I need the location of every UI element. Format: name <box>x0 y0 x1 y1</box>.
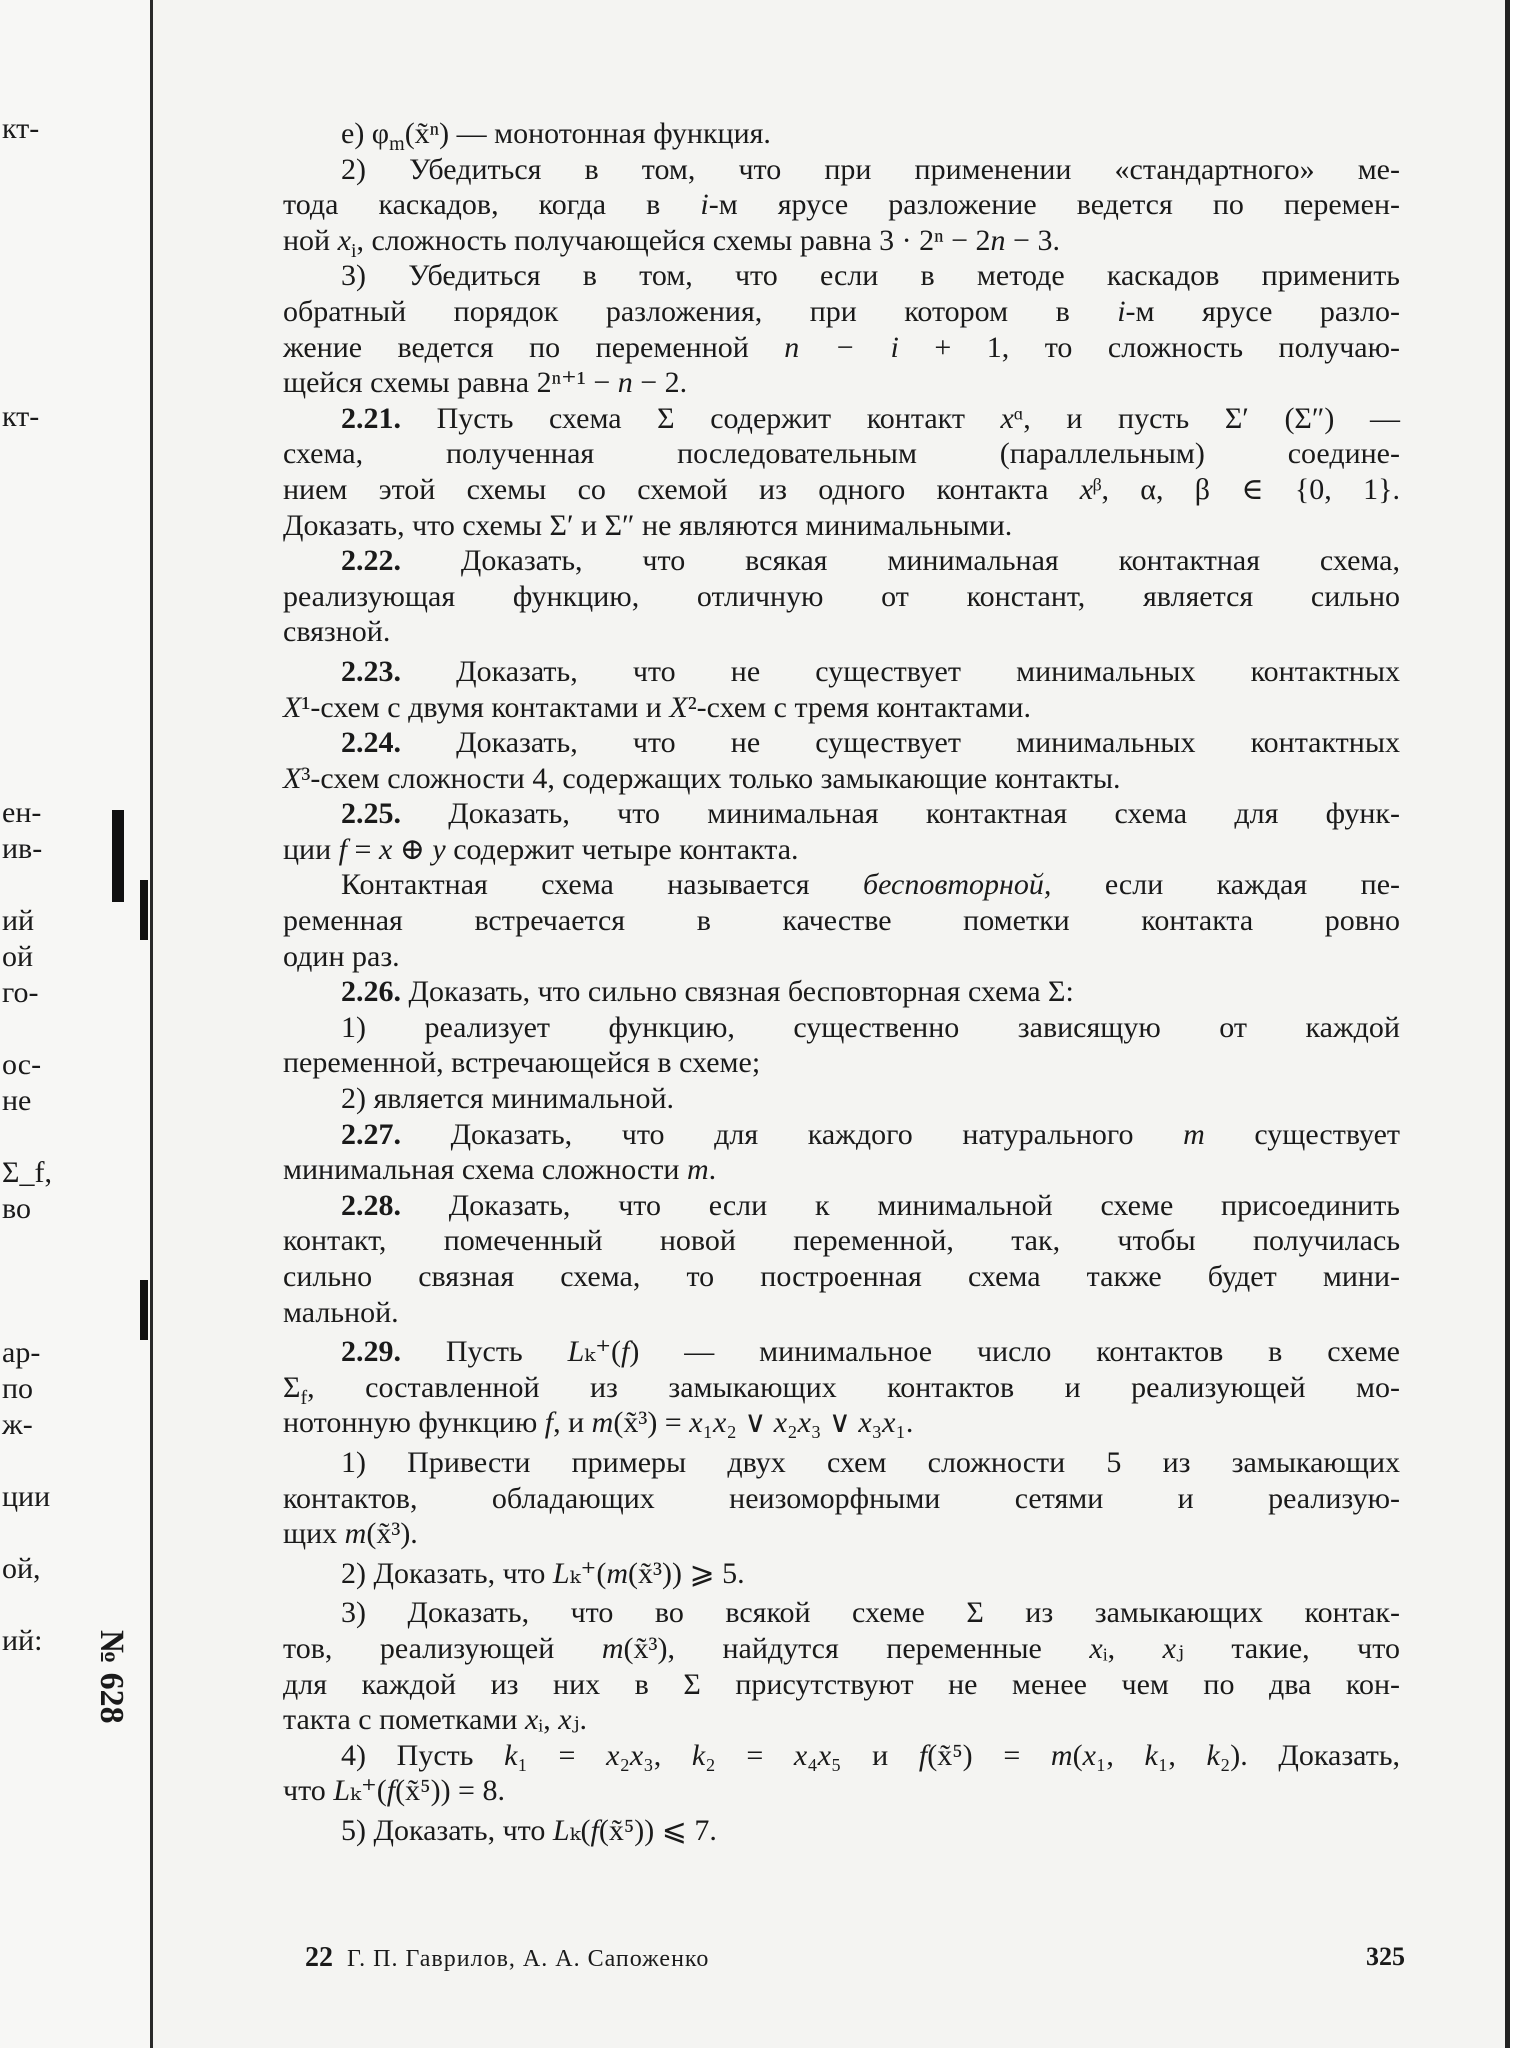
text-segment: переменной, встречающейся в схеме; <box>283 1046 761 1080</box>
text-line <box>283 508 1400 544</box>
text-segment: ᵢ, <box>538 1703 559 1737</box>
text-segment: что <box>283 1774 334 1808</box>
text-segment: ₖ⁺( <box>584 1335 622 1369</box>
text-segment: Доказать, что минимальная контактная схема для функ- <box>401 797 1400 831</box>
text-segment: m <box>591 1406 614 1440</box>
text-segment: f <box>621 1335 630 1369</box>
text-line <box>283 1595 1400 1631</box>
text-line <box>283 294 1400 330</box>
problem-number: 2.21. <box>341 401 401 435</box>
text-segment: ₅ и <box>831 1738 919 1772</box>
text-segment: x <box>1089 1631 1103 1665</box>
spine-mark: № 628 <box>93 1630 130 1724</box>
text-segment: x <box>524 1703 539 1737</box>
left-page-fragment: ос- <box>2 1048 42 1081</box>
text-segment: (x̃⁵)) ⩽ 7. <box>598 1813 717 1847</box>
text-segment: − 3. <box>1005 223 1060 257</box>
left-page-fragment: ив- <box>2 832 43 865</box>
problem-number: 2.25. <box>341 797 401 831</box>
text-line <box>283 725 1400 761</box>
text-line <box>283 543 1400 579</box>
text-segment: i <box>700 188 709 222</box>
text-segment: схема, полученная последовательным (параллельным) соедине- <box>283 437 1400 471</box>
text-line <box>283 1516 1400 1552</box>
text-line <box>283 1738 1400 1774</box>
text-segment: один раз. <box>283 939 400 973</box>
text-segment: нием этой схемы со схемой из одного контакта <box>283 472 1080 506</box>
text-segment: ₖ( <box>569 1813 591 1847</box>
text-line <box>283 1702 1400 1738</box>
left-page-fragment: ции <box>2 1480 51 1513</box>
text-segment: f <box>544 1406 554 1440</box>
text-line <box>283 832 1400 868</box>
left-page-fragment: ий: <box>2 1624 43 1657</box>
text-segment: связной. <box>283 615 391 649</box>
text-line <box>283 614 1400 650</box>
text-segment: ₖ⁺( <box>569 1556 607 1590</box>
text-segment: x <box>1082 1738 1096 1772</box>
left-page-fragment: ен- <box>2 796 42 829</box>
text-segment: ⱼ такие, что <box>1175 1631 1400 1665</box>
text-line <box>283 654 1400 690</box>
text-segment: ной <box>283 223 338 257</box>
text-line <box>283 187 1400 223</box>
text-segment: , составленной из замыкающих контактов и реализующей мо- <box>307 1370 1400 1404</box>
text-segment: x <box>689 1406 703 1440</box>
text-segment: y <box>432 832 446 866</box>
text-segment: , сложность получающейся схемы равна 3 · 2ⁿ − 2 <box>356 223 991 257</box>
text-line <box>283 258 1400 294</box>
text-segment: X <box>669 690 688 724</box>
text-segment: тода каскадов, когда в <box>283 188 701 222</box>
text-segment: ⊕ <box>392 832 433 866</box>
text-segment: жение ведется по переменной <box>283 330 785 364</box>
text-segment: Доказать, что всякая минимальная контактная схема, <box>401 544 1400 578</box>
text-line <box>283 1334 1400 1370</box>
text-segment: X <box>283 690 302 724</box>
text-line <box>283 1481 1400 1517</box>
text-segment: Доказать, что для каждого натурального <box>401 1117 1184 1151</box>
text-segment: 4) Пусть <box>341 1738 505 1772</box>
text-line <box>283 1445 1400 1481</box>
text-segment: (x̃³)) ⩾ 5. <box>628 1556 745 1590</box>
text-segment: сильно связная схема, то построенная схема также будет мини- <box>283 1260 1400 1293</box>
text-line <box>283 1556 1400 1592</box>
text-segment: е) φ <box>341 117 390 150</box>
text-line <box>283 223 1400 262</box>
signature-number: 22 <box>305 1942 333 1973</box>
text-line <box>283 1295 1400 1331</box>
page-body <box>283 116 1400 1849</box>
text-segment: k <box>1144 1738 1158 1772</box>
left-page-fragment: ар- <box>2 1336 41 1369</box>
text-segment: f <box>918 1738 928 1772</box>
text-segment: x <box>337 223 351 257</box>
left-page-edge <box>0 0 153 2048</box>
spine-bar <box>112 810 124 902</box>
text-segment: − 2. <box>632 366 688 400</box>
text-segment: ₁, <box>1095 1738 1145 1772</box>
text-segment: m <box>606 1556 629 1590</box>
left-page-fragment: ж- <box>2 1408 33 1441</box>
text-segment: x <box>817 1738 832 1772</box>
right-page-edge <box>1505 0 1536 2048</box>
text-line <box>283 1667 1400 1703</box>
text-segment: ₃ ∨ <box>810 1406 859 1440</box>
footer-authors: Г. П. Гаврилов, А. А. Сапоженко <box>347 1946 710 1972</box>
text-segment: для каждой из них в Σ присутствуют не менее чем по два кон- <box>283 1667 1400 1701</box>
problem-number: 2.26. <box>341 975 401 1009</box>
left-page-fragment: по <box>2 1372 34 1405</box>
text-segment: L <box>567 1335 585 1369</box>
text-segment: если каждая пе- <box>1051 868 1400 902</box>
text-segment: бесповторной, <box>863 868 1052 902</box>
text-line <box>283 579 1400 615</box>
text-segment: i <box>350 239 357 262</box>
text-segment: -м ярусе разложение ведется по перемен- <box>708 188 1400 222</box>
text-segment: ции <box>283 832 339 866</box>
text-segment: ᵢ, <box>1102 1631 1163 1665</box>
text-segment: ³-схем сложности 4, содержащих только замыкающие контакты. <box>301 761 1121 795</box>
text-segment: щих <box>283 1517 345 1551</box>
left-page-fragment: кт- <box>2 400 40 433</box>
text-line <box>283 1773 1400 1809</box>
text-segment: контактов, обладающих неизоморфными сетями и реализую- <box>283 1481 1400 1515</box>
problem-number: 2.27. <box>341 1117 401 1151</box>
text-segment: m <box>344 1517 367 1551</box>
text-segment: x <box>713 1406 727 1440</box>
text-line <box>283 690 1400 726</box>
text-segment: + 1, то сложность получаю- <box>898 330 1400 364</box>
text-segment: L <box>552 1556 570 1590</box>
text-segment: x <box>858 1406 872 1440</box>
text-line <box>283 796 1400 832</box>
text-segment: 2) Убедиться в том, что при применении «стандартного» ме- <box>341 152 1400 186</box>
text-segment: минимальная схема сложности <box>283 1153 687 1187</box>
text-segment: x <box>606 1738 620 1772</box>
text-line <box>283 1188 1400 1224</box>
text-segment: существует <box>1204 1117 1400 1151</box>
text-segment: ₂ <box>619 1738 630 1772</box>
text-line <box>283 1117 1400 1153</box>
text-segment: Σ <box>283 1370 301 1404</box>
text-segment: -м ярусе разло- <box>1125 294 1400 328</box>
text-segment: 3) Убедиться в том, что если в методе каскадов применить <box>341 259 1400 293</box>
text-segment: ₁ <box>702 1406 714 1440</box>
text-line <box>283 1631 1400 1667</box>
text-segment: реализующая функцию, отличную от констант, является сильно <box>283 579 1400 613</box>
text-segment: x <box>882 1406 896 1440</box>
text-segment: такта с пометками <box>283 1703 525 1737</box>
text-segment: f <box>300 1386 308 1409</box>
text-segment: L <box>552 1813 570 1847</box>
problem-number: 2.24. <box>341 726 401 760</box>
text-segment: x <box>1162 1631 1176 1665</box>
text-segment: Доказать, что не существует минимальных контактных <box>401 654 1400 688</box>
text-line <box>283 472 1400 508</box>
text-segment: щейся схемы равна 2ⁿ⁺¹ − <box>283 366 618 400</box>
problem-number: 2.23. <box>341 654 401 688</box>
problem-number: 2.22. <box>341 544 401 578</box>
left-page-fragment: го- <box>2 976 39 1009</box>
text-line <box>283 1010 1400 1046</box>
text-segment: 5) Доказать, что <box>341 1813 553 1847</box>
text-segment: k <box>691 1738 706 1772</box>
text-segment: x <box>558 1703 572 1737</box>
problem-number: 2.29. <box>341 1335 401 1369</box>
text-segment: ₁. <box>895 1406 914 1440</box>
left-page-fragment: Σ_f, <box>2 1156 52 1189</box>
text-segment: m <box>1183 1117 1205 1151</box>
text-segment: 2) Доказать, что <box>341 1556 553 1590</box>
text-line <box>283 365 1400 401</box>
left-page-fragment: кт- <box>2 112 40 145</box>
text-segment: ₁, <box>1157 1738 1207 1772</box>
text-segment: ¹-схем с двумя контактами и <box>301 690 670 724</box>
text-segment: x <box>773 1406 788 1440</box>
text-segment: 3) Доказать, что во всякой схеме Σ из замыкающих контак- <box>341 1596 1400 1630</box>
text-segment: (x̃ⁿ) — монотонная функция. <box>404 117 771 150</box>
text-segment: n <box>990 223 1006 257</box>
text-segment: Доказать, что если к минимальной схеме присоединить <box>401 1188 1400 1222</box>
text-line <box>283 436 1400 472</box>
text-segment: мальной. <box>283 1295 399 1329</box>
text-segment: Пусть <box>401 1335 568 1369</box>
text-line <box>283 867 1400 903</box>
text-line <box>283 1259 1400 1295</box>
text-segment: Пусть схема Σ содержит контакт <box>401 401 1001 435</box>
text-segment: (x̃³), найдутся переменные <box>623 1631 1090 1665</box>
text-segment: n <box>617 366 633 400</box>
text-segment: содержит четыре контакта. <box>445 832 799 866</box>
text-segment: ( <box>1072 1738 1083 1772</box>
text-segment: ) — минимальное число контактов в схеме <box>629 1335 1400 1369</box>
text-segment: x <box>1000 401 1014 435</box>
text-line <box>283 401 1400 437</box>
text-segment: L <box>333 1774 350 1808</box>
text-segment: Доказать, что сильно связная бесповторная схема Σ: <box>401 975 1074 1009</box>
page-number: 325 <box>1366 1942 1405 1971</box>
text-line <box>283 974 1400 1010</box>
text-segment: 1) Привести примеры двух схем сложности 5 из замыкающих <box>341 1445 1400 1479</box>
text-segment: ₖ⁺( <box>350 1774 387 1808</box>
text-segment: Доказать, что схемы Σ′ и Σ″ не являются минимальными. <box>283 508 1013 542</box>
text-segment: 2) является минимальной. <box>341 1082 675 1116</box>
text-segment: x <box>797 1406 811 1440</box>
text-line <box>283 1370 1400 1409</box>
text-segment: ᵅ, и пусть Σ′ (Σ″) — <box>1013 401 1400 435</box>
text-segment: m <box>686 1153 709 1187</box>
text-segment: x <box>378 832 393 866</box>
text-segment: (x̃³). <box>366 1517 418 1551</box>
text-segment: ⱼ. <box>571 1703 587 1737</box>
text-segment: , и <box>553 1406 592 1440</box>
text-segment: i <box>1117 294 1126 328</box>
text-segment: m <box>601 1631 624 1665</box>
text-segment: = <box>347 832 379 866</box>
left-page-fragment: ий <box>2 904 35 937</box>
text-line <box>283 116 1400 155</box>
text-segment: k <box>1206 1738 1220 1772</box>
left-page-fragment: ой, <box>2 1552 41 1585</box>
text-segment: обратный порядок разложения, при котором в <box>283 294 1118 328</box>
text-segment: x <box>1079 472 1094 506</box>
text-segment: контакт, помеченный новой переменной, так, чтобы получилась <box>283 1224 1400 1258</box>
text-segment: (x̃⁵)) = 8. <box>395 1774 505 1808</box>
text-segment: ²-схем с тремя контактами. <box>687 690 1031 724</box>
text-line <box>283 761 1400 797</box>
text-segment: ₂ = <box>705 1738 794 1772</box>
text-segment: f <box>590 1813 599 1847</box>
spine-bar <box>140 880 148 940</box>
text-segment: ₂). Доказать, <box>1219 1738 1401 1772</box>
text-line <box>283 1813 1400 1849</box>
text-segment: ₁ = <box>517 1738 607 1772</box>
text-segment: k <box>504 1738 518 1772</box>
text-segment: x <box>793 1738 808 1772</box>
text-line <box>283 1081 1400 1117</box>
text-line <box>283 152 1400 188</box>
text-segment: X <box>283 761 302 795</box>
text-line <box>283 1045 1400 1081</box>
text-segment: ₃, <box>643 1738 692 1772</box>
text-segment: x <box>629 1738 644 1772</box>
text-segment: ₃ <box>871 1406 883 1440</box>
text-segment: ременная встречается в качестве пометки контакта ровно <box>283 904 1400 938</box>
text-segment: 1) реализует функцию, существенно зависящую от каждой <box>341 1010 1400 1044</box>
text-segment: m <box>389 133 405 155</box>
spine-bar <box>140 1280 148 1340</box>
text-segment: n − i <box>784 330 899 364</box>
text-segment: (x̃³) = <box>613 1406 690 1440</box>
text-segment: нотонную функцию <box>283 1406 545 1440</box>
left-page-fragment: во <box>2 1192 31 1225</box>
text-segment: f <box>386 1774 396 1808</box>
text-segment: ᵝ, α, β ∈ {0, 1}. <box>1093 472 1400 506</box>
text-segment: ₂ <box>787 1406 798 1440</box>
text-line <box>283 330 1400 366</box>
text-line <box>283 939 1400 975</box>
text-segment: Контактная схема называется <box>341 868 864 902</box>
page-footer <box>305 1942 1405 1974</box>
text-line <box>283 1152 1400 1188</box>
text-segment: m <box>1050 1738 1073 1772</box>
text-line <box>283 1223 1400 1259</box>
text-segment: тов, реализующей <box>283 1631 602 1665</box>
text-segment: (x̃⁵) = <box>927 1738 1051 1772</box>
text-segment: . <box>708 1153 717 1187</box>
left-page-fragment: не <box>2 1084 32 1117</box>
text-line <box>283 903 1400 939</box>
problem-number: 2.28. <box>341 1188 401 1222</box>
text-line <box>283 1405 1400 1441</box>
left-page-fragment: ой <box>2 940 34 973</box>
text-segment: ₂ ∨ <box>726 1406 774 1440</box>
text-segment: ₄ <box>807 1738 818 1772</box>
text-segment: Доказать, что не существует минимальных контактных <box>401 726 1400 760</box>
text-segment: f <box>338 832 348 866</box>
